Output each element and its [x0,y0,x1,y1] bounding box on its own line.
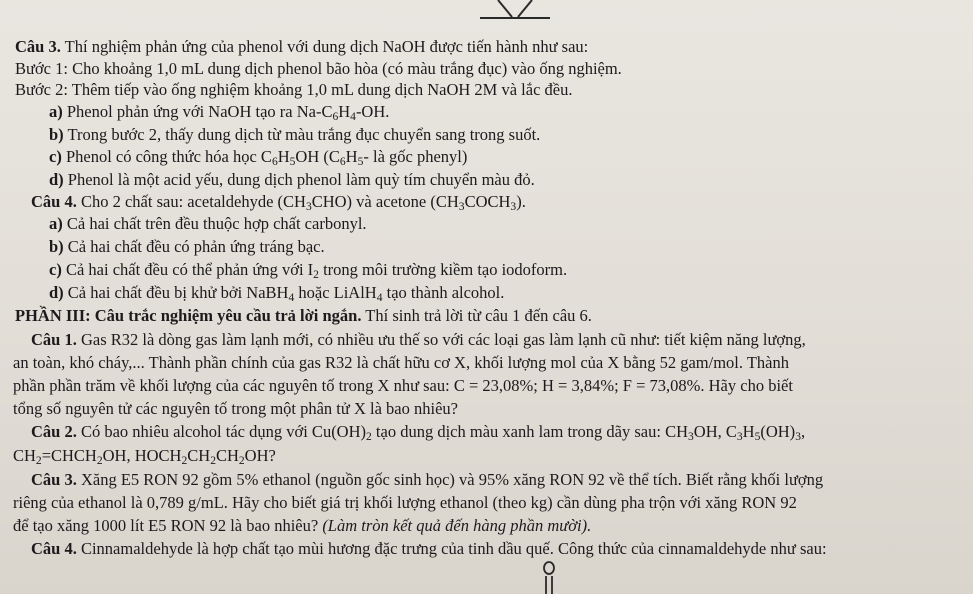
q4-option-d: d) Cả hai chất đều bị khử bởi NaBH$_4$ hoặc LiAlH$_4$ tạo thành alcohol. [49,283,505,304]
p3q1-line4: tổng số nguyên tử các nguyên tố trong một phân tử X là bao nhiêu? [13,399,458,418]
q4-option-c: c) Cả hai chất đều có thể phản ứng với $I_2$ trong môi trường kiềm tạo iodoform. [49,260,568,281]
structure-fragment-top [470,0,560,24]
p3q2-line1: Câu 2. Có bao nhiêu alcohol tác dụng với $Cu(OH)_2$ tạo dung dịch màu xanh lam trong dãy sau: $CH_3OH$, $C_3H_5(OH)_3$, [31,422,806,443]
q3-step1: Bước 1: Cho khoảng 1,0 mL dung dịch phenol bão hòa (có màu trắng đục) vào ống nghiệm. [15,59,622,78]
q3-option-c: c) Phenol có công thức hóa học $C_6H_5OH$ ($C_6H_5-$ là gốc phenyl) [49,147,468,168]
p3q3-line2: riêng của ethanol là 0,789 g/mL. Hãy cho biết giá trị khối lượng ethanol (theo kg) cần dùng pha trộn với xăng RON 92 [13,493,797,512]
p3q1-line3: phần phần trăm về khối lượng của các nguyên tố trong X như sau: C = 23,08%; H = 3,84%; F = 73,08%. Hãy cho biết [13,376,793,395]
q4-intro: Câu 4. Cho 2 chất sau: acetaldehyde $(CH_3CHO)$ và acetone $(CH_3COCH_3)$. [31,192,526,213]
q4-option-b: b) Cả hai chất đều có phản ứng tráng bạc. [49,237,325,256]
p3q3-line3: để tạo xăng 1000 lít E5 RON 92 là bao nhiêu? (Làm tròn kết quả đến hàng phần mười). [13,516,592,535]
cinnamaldehyde-structure-fragment [534,560,564,594]
p3q4-line1: Câu 4. Cinnamaldehyde là hợp chất tạo mùi hương đặc trưng của tinh dầu quế. Công thức của cinnamaldehyde như sau: [31,539,827,558]
q4-option-a: a) Cả hai chất trên đều thuộc hợp chất carbonyl. [49,214,367,233]
q3-option-b: b) Trong bước 2, thấy dung dịch từ màu trắng đục chuyển sang trong suốt. [49,125,541,144]
q3-option-a: a) Phenol phản ứng với NaOH tạo ra $Na-C_6H_4-OH$. [49,102,390,123]
q3-option-d: d) Phenol là một acid yếu, dung dịch phenol làm quỳ tím chuyển màu đỏ. [49,170,535,189]
q3-step2: Bước 2: Thêm tiếp vào ống nghiệm khoảng 1,0 mL dung dịch NaOH 2M và lắc đều. [15,80,573,99]
part3-heading: PHẦN III: Câu trắc nghiệm yêu cầu trả lời ngắn. Thí sinh trả lời từ câu 1 đến câu 6. [15,306,592,325]
p3q3-line1: Câu 3. Xăng E5 RON 92 gồm 5% ethanol (nguồn gốc sinh học) và 95% xăng RON 92 về thể tích. Biết rằng khối lượng [31,470,824,489]
p3q1-line2: an toàn, khó cháy,... Thành phần chính của gas R32 là chất hữu cơ X, khối lượng mol của X bằng 52 gam/mol. Thành [13,353,789,372]
p3q1-line1: Câu 1. Gas R32 là dòng gas làm lạnh mới, có nhiều ưu thế so với các loại gas làm lạnh cũ như: tiết kiệm năng lượng, [31,330,806,349]
p3q2-line2: $CH_2=CHCH_2OH$, $HOCH_2CH_2CH_2OH$? [13,446,276,467]
q3-intro: Câu 3. Thí nghiệm phản ứng của phenol với dung dịch NaOH được tiến hành như sau: [15,37,589,56]
